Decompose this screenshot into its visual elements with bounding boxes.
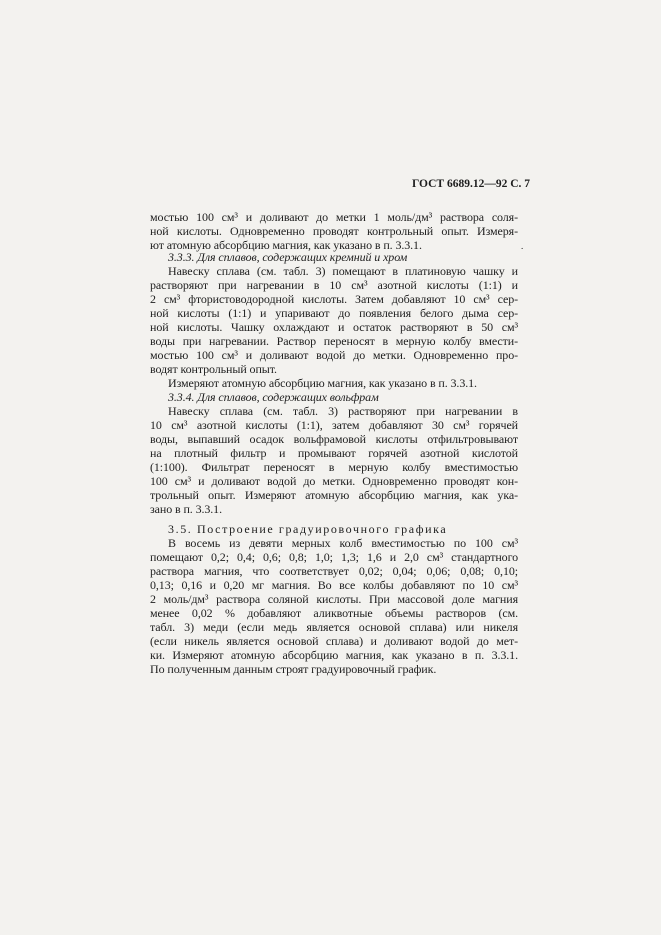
text-line: ют атомную абсорбцию магния, как указано в п. 3.3.1.: [150, 238, 422, 252]
text-line: воды при нагревании. Раствор переносят в мерную колбу вмести-: [150, 334, 518, 348]
section-heading: 3.3.3. Для сплавов, содержащих кремний и хром: [168, 250, 408, 264]
text-line: 10 см³ азотной кислоты (1:1), затем добавляют 30 см³ горячей: [150, 418, 518, 432]
text-line: на плотный фильтр и промывают горячей азотной кислотой: [150, 446, 518, 460]
text-line: мостью 100 см³ и доливают водой до метки. Одновременно про-: [150, 348, 518, 362]
text-line: (1:100). Фильтрат переносят в мерную колбу вместимостью: [150, 460, 518, 474]
text-line: В восемь из девяти мерных колб вместимостью по 100 см³: [168, 536, 518, 550]
text-line: табл. 3) меди (если медь является основой сплава) или никеля: [150, 620, 518, 634]
text-line: (если никель является основой сплава) и доливают водой до мет-: [150, 634, 518, 648]
text-line: 2 см³ фтористоводородной кислоты. Затем добавляют 10 см³ сер-: [150, 292, 518, 306]
text-line: 0,13; 0,16 и 0,20 мг магния. Во все колбы добавляют по 10 см³: [150, 578, 518, 592]
text-line: ной кислоты. Одновременно проводят контрольный опыт. Измеря-: [150, 224, 518, 238]
section-heading: 3.3.4. Для сплавов, содержащих вольфрам: [168, 390, 379, 404]
text-line: менее 0,02 % добавляют аликвотные объемы растворов (см.: [150, 606, 518, 620]
text-line: растворяют при нагревании в 10 см³ азотной кислоты (1:1) и: [150, 278, 518, 292]
text-line: Измеряют атомную абсорбцию магния, как указано в п. 3.3.1.: [168, 376, 477, 390]
text-line: 2 моль/дм³ раствора соляной кислоты. При массовой доле магния: [150, 592, 518, 606]
text-line: водят контрольный опыт.: [150, 362, 277, 376]
text-line: трольный опыт. Измеряют атомную абсорбцию магния, как ука-: [150, 488, 518, 502]
text-line: Навеску сплава (см. табл. 3) растворяют при нагревании в: [168, 404, 518, 418]
stray-mark: .: [521, 241, 524, 251]
text-line: ки. Измеряют атомную абсорбцию магния, как указано в п. 3.3.1.: [150, 648, 518, 662]
text-line: Навеску сплава (см. табл. 3) помещают в платиновую чашку и: [168, 264, 518, 278]
section-heading: 3.5. Построение градуировочного графика: [168, 522, 448, 536]
text-line: воды, выпавший осадок вольфрамовой кислоты отфильтровывают: [150, 432, 518, 446]
text-line: раствора магния, что соответствует 0,02; 0,04; 0,06; 0,08; 0,10;: [150, 564, 518, 578]
text-line: зано в п. 3.3.1.: [150, 502, 222, 516]
text-line: ной кислоты (1:1) и упаривают до появления белого дыма сер-: [150, 306, 518, 320]
page-header: ГОСТ 6689.12—92 С. 7: [412, 178, 531, 190]
text-line: мостью 100 см³ и доливают до метки 1 моль/дм³ раствора соля-: [150, 210, 518, 224]
text-line: 100 см³ и доливают водой до метки. Одновременно проводят кон-: [150, 474, 518, 488]
text-line: По полученным данным строят градуировочный график.: [150, 662, 437, 676]
text-line: ной кислоты. Чашку охлаждают и остаток растворяют в 50 см³: [150, 320, 518, 334]
text-line: помещают 0,2; 0,4; 0,6; 0,8; 1,0; 1,3; 1,6 и 2,0 см³ стандартного: [150, 550, 518, 564]
